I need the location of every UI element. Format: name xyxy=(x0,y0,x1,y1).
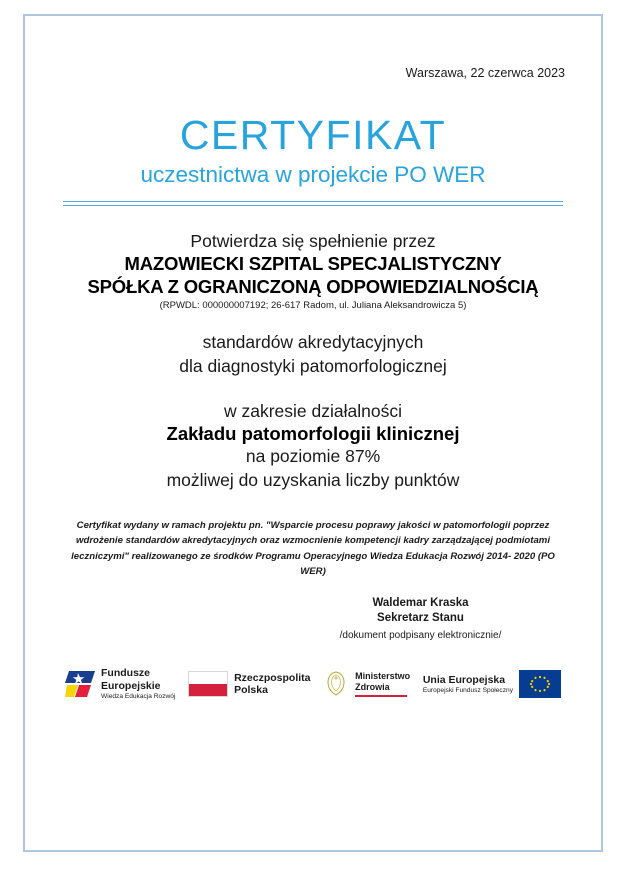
spacer-after-entity xyxy=(43,311,583,331)
electronic-signature-note: /dokument podpisany elektronicznie/ xyxy=(339,630,502,642)
project-note-line-3: podmiotami leczniczymi" realizowanego ze środków Programu Operacyjnego Wiedza Edukacja Rozwój 2014- xyxy=(71,535,550,562)
mz-logo-text xyxy=(355,671,410,697)
poland-flag-icon xyxy=(188,671,228,697)
footer-logo-strip xyxy=(43,656,583,712)
mz-logo-main-1: Ministerstwo xyxy=(355,671,411,682)
flag-stripe-red xyxy=(189,684,227,696)
scope-unit: Zakładu patomorfologii klinicznej xyxy=(166,423,460,445)
points-line: możliwej do uzyskania liczby punktów xyxy=(166,469,460,490)
project-note-line-1: Certyfikat wydany w ramach projektu pn. "Wsparcie procesu poprawy jakości w patomorfologii xyxy=(76,519,511,531)
entity-registry-details: (RPWDL: 000000007192; 26-617 Radom, ul. Juliana Aleksandrowicza 5) xyxy=(159,300,467,312)
flag-stripe-white xyxy=(189,672,227,684)
logo-fundusze-europejskie xyxy=(65,667,175,700)
rp-logo-main-2: Polska xyxy=(234,684,268,696)
certificate-title: CERTYFIKAT xyxy=(179,112,447,158)
eu-logo-main: Unia Europejska xyxy=(422,673,506,686)
logo-ministerstwo-zdrowia xyxy=(323,669,410,699)
fe-logo-main-1: Fundusze xyxy=(101,667,150,680)
eu-stars xyxy=(519,670,561,698)
place-and-date: Warszawa, 22 czerwca 2023 xyxy=(405,66,565,80)
project-note-line-2: poprzez wdrożenie standardów akredytacyjnych oraz wzmocnienie kompetencji kadry zarządzającej xyxy=(76,519,550,547)
body-intro: Potwierdza się spełnienie przez xyxy=(190,231,436,252)
project-note-line-4: 2020 (PO WER) xyxy=(300,550,555,578)
title-block xyxy=(43,114,583,188)
eu-logo-text xyxy=(423,674,513,695)
eu-logo-sub: Europejski Fundusz Społeczny xyxy=(422,686,513,694)
fe-logo-sub: Wiedza Edukacja Rozwój xyxy=(101,692,176,700)
mz-logo-main-2: Zdrowia xyxy=(355,681,390,692)
fe-stars-icon xyxy=(65,669,95,699)
eu-flag-icon xyxy=(519,670,561,698)
accreditation-level: na poziomie 87% xyxy=(245,446,381,467)
title-divider xyxy=(63,201,563,206)
polish-eagle-icon xyxy=(323,669,349,699)
rp-logo-text xyxy=(234,672,310,697)
certificate-border-frame xyxy=(23,14,603,852)
signatory-name: Waldemar Kraska xyxy=(372,596,469,609)
scope-intro: w zakresie działalności xyxy=(224,400,402,421)
logo-unia-europejska xyxy=(423,670,561,698)
rp-logo-main-1: Rzeczpospolita xyxy=(234,671,311,684)
standards-line-1: standardów akredytacyjnych xyxy=(202,332,424,353)
fe-logo-main-2: Europejskie xyxy=(101,679,161,692)
mz-logo-rule xyxy=(355,695,407,697)
certificate-content xyxy=(25,16,601,850)
standards-line-2: dla diagnostyki patomorfologicznej xyxy=(179,355,447,376)
certificate-body xyxy=(43,230,583,492)
fe-logo-text xyxy=(101,667,175,700)
entity-name-line-2: SPÓŁKA Z OGRANICZONĄ ODPOWIEDZIALNOŚCIĄ xyxy=(87,275,539,297)
logo-rzeczpospolita-polska xyxy=(188,671,310,697)
signature-block xyxy=(43,596,583,642)
project-note xyxy=(71,518,555,580)
spacer-after-standards xyxy=(43,378,583,400)
entity-name-line-1: MAZOWIECKI SZPITAL SPECJALISTYCZNY xyxy=(124,253,502,275)
signatory-role: Sekretarz Stanu xyxy=(377,612,464,625)
certificate-subtitle: uczestnictwa w projekcie PO WER xyxy=(140,162,486,188)
